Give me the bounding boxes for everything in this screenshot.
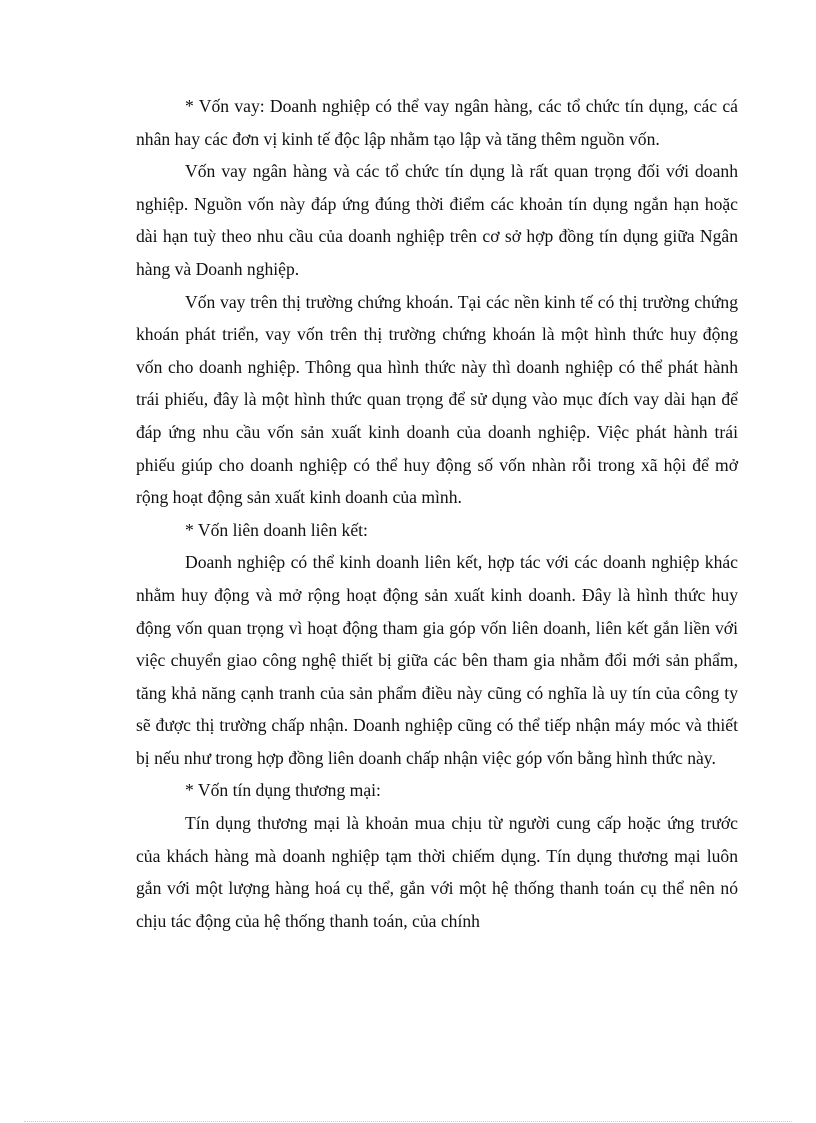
heading-von-lien-doanh: * Vốn liên doanh liên kết:: [185, 519, 368, 540]
heading-von-tin-dung-thuong-mai: * Vốn tín dụng thương mại:: [185, 780, 381, 801]
paragraph-lien-doanh: Doanh nghiệp có thể kinh doanh liên kết, hợp tác với các doanh nghiệp khác nhằm huy động và mở rộng hoạt động sản xuất kinh doanh. Đây là hình thức huy động vốn quan trọng vì hoạt động tham gia góp vốn liên doanh, liên kết gắn liền với việc chuyển giao công nghệ thiết bị giữa các bên tham gia nhằm đổi mới sản phẩm, tăng khả năng cạnh tranh của sản phẩm điều này cũng có nghĩa là uy tín của công ty sẽ được thị trường chấp nhận. Doanh nghiệp cũng có thể tiếp nhận máy móc và thiết bị nếu như trong hợp đồng liên doanh chấp nhận việc góp vốn bằng hình thức này.: [136, 552, 738, 768]
paragraph-von-vay-ngan-hang: Vốn vay ngân hàng và các tổ chức tín dụng là rất quan trọng đối với doanh nghiệp. Nguồn vốn này đáp ứng đúng thời điểm các khoản tín dụng ngắn hạn hoặc dài hạn tuỳ theo nhu cầu của doanh nghiệp trên cơ sở hợp đồng tín dụng giữa Ngân hàng và Doanh nghiệp.: [136, 161, 738, 279]
page-bottom-divider: [24, 1121, 792, 1122]
paragraph-von-vay: * Vốn vay: Doanh nghiệp có thể vay ngân hàng, các tổ chức tín dụng, các cá nhân hay các đơn vị kinh tế độc lập nhằm tạo lập và tăng thêm nguồn vốn.: [136, 96, 738, 149]
paragraph-tin-dung-thuong-mai: Tín dụng thương mại là khoản mua chịu từ người cung cấp hoặc ứng trước của khách hàng mà doanh nghiệp tạm thời chiếm dụng. Tín dụng thương mại luôn gắn với một lượng hàng hoá cụ thể, gắn với một hệ thống thanh toán cụ thể nên nó chịu tác động của hệ thống thanh toán, của chính: [136, 813, 738, 931]
document-body: [136, 90, 738, 937]
paragraph-von-vay-chung-khoan: Vốn vay trên thị trường chứng khoán. Tại các nền kinh tế có thị trường chứng khoán phát triển, vay vốn trên thị trường chứng khoán là một hình thức huy động vốn cho doanh nghiệp. Thông qua hình thức này thì doanh nghiệp có thể phát hành trái phiếu, đây là một hình thức quan trọng để sử dụng vào mục đích vay dài hạn để đáp ứng nhu cầu vốn sản xuất kinh doanh của doanh nghiệp. Việc phát hành trái phiếu giúp cho doanh nghiệp có thể huy động số vốn nhàn rỗi trong xã hội để mở rộng hoạt động sản xuất kinh doanh của mình.: [136, 291, 738, 508]
